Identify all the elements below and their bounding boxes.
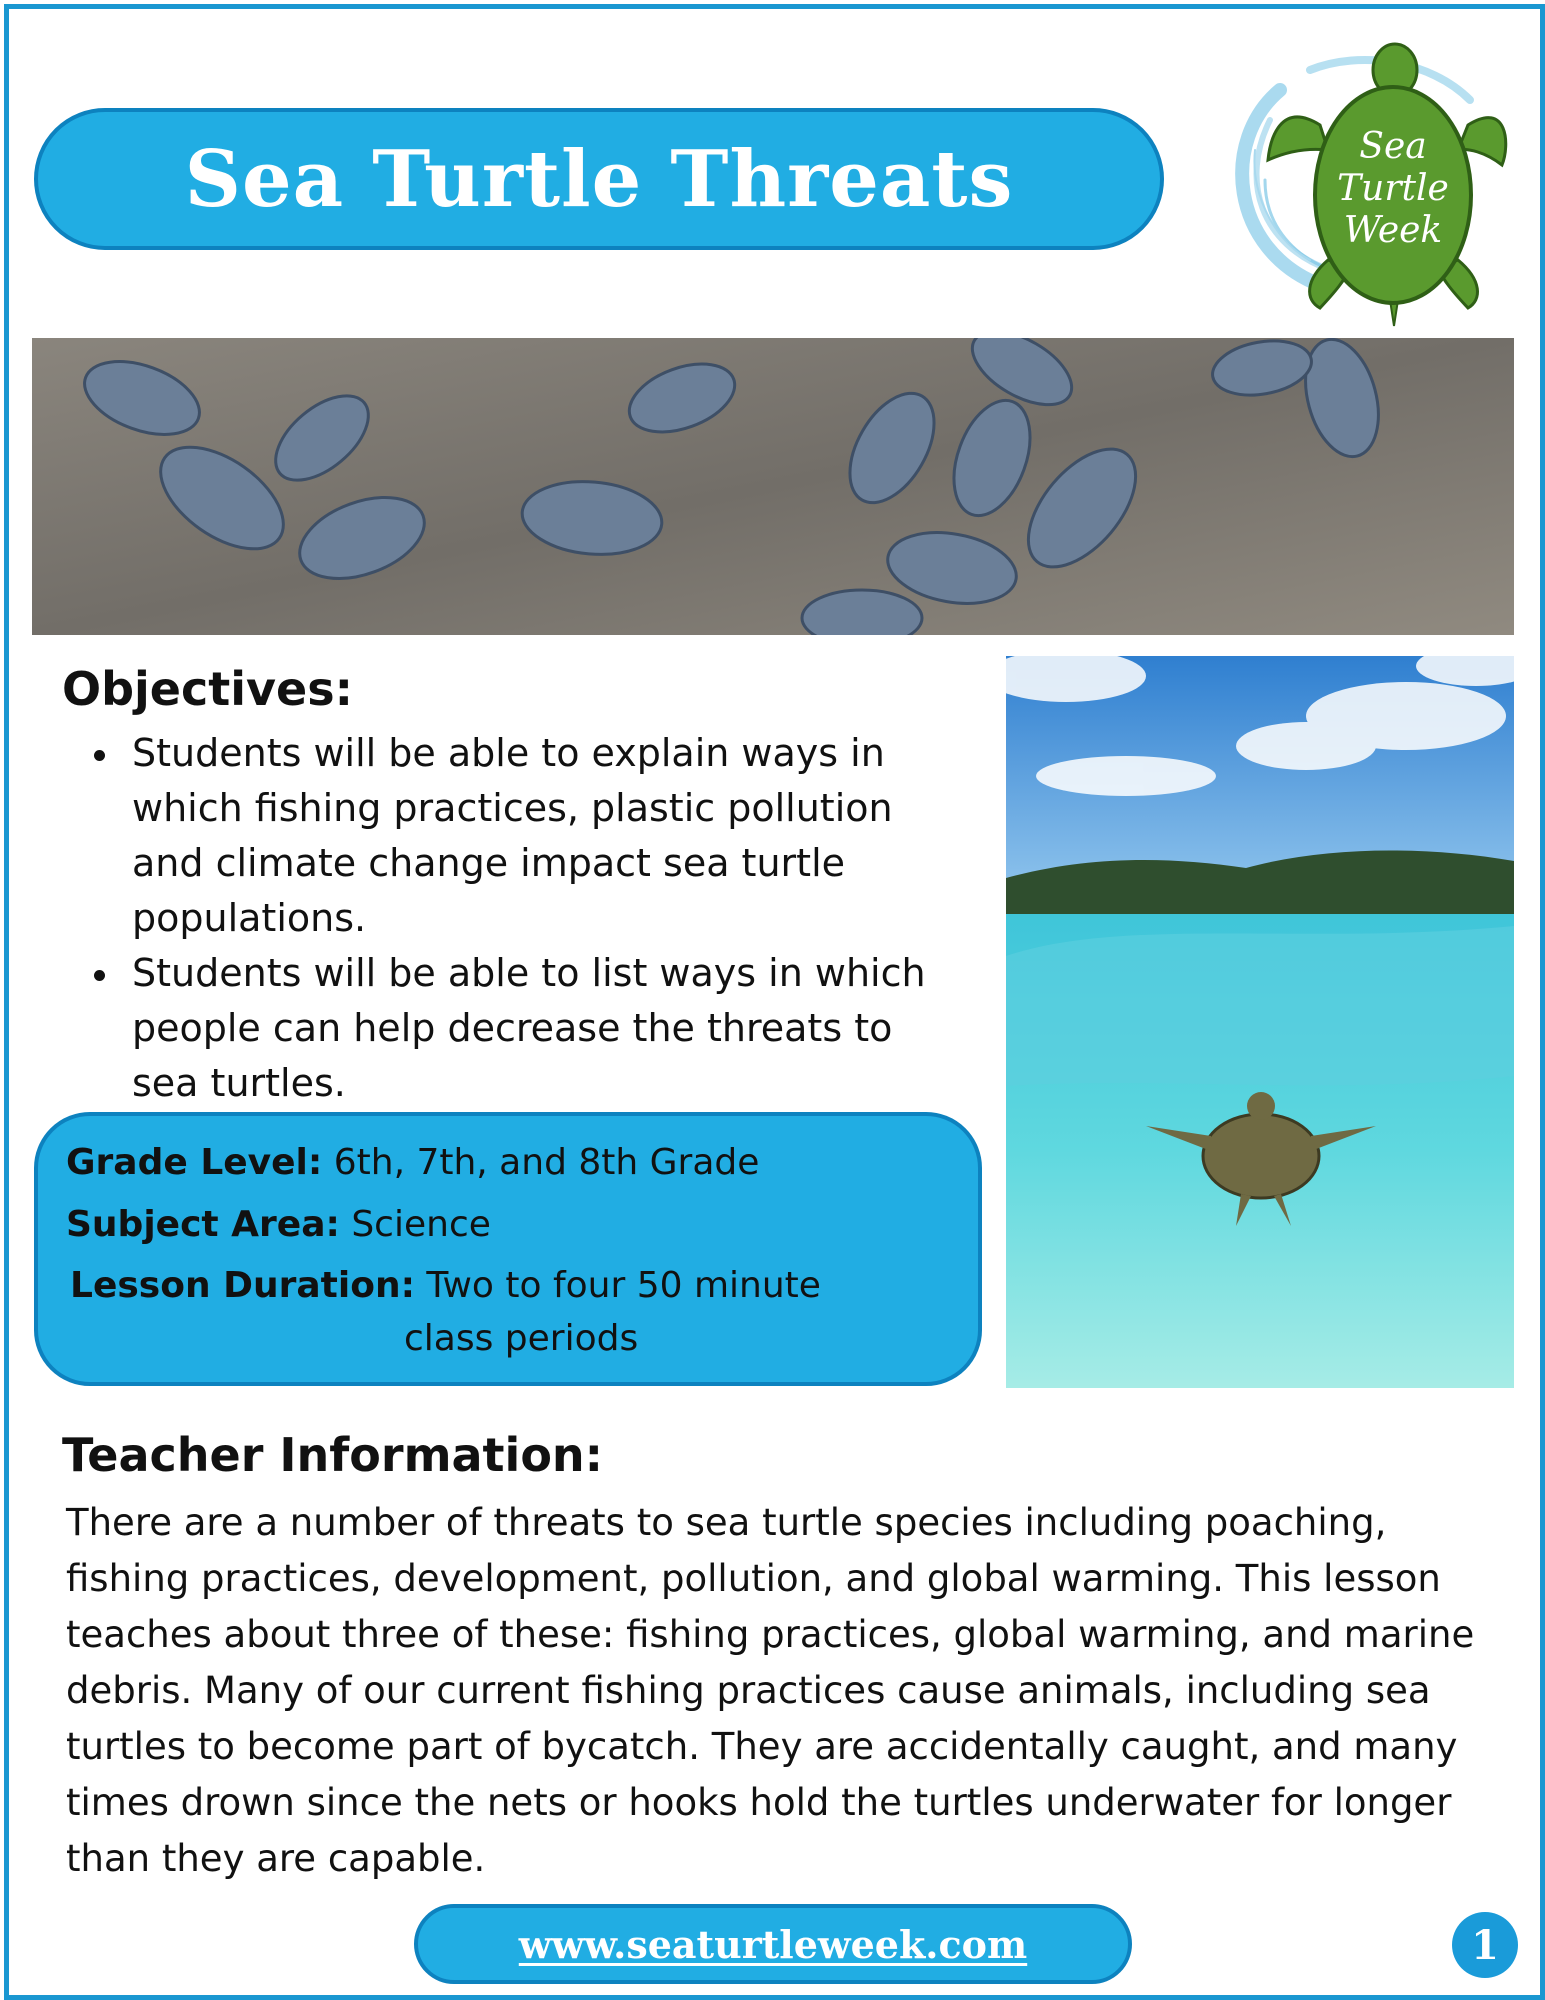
grade-level-value: 6th, 7th, and 8th Grade — [322, 1142, 760, 1183]
objective-item: Students will be able to explain ways in which fishing practices, plastic pollution and climate change impact sea turtle populations. — [90, 726, 970, 946]
sea-turtle-week-logo — [1210, 30, 1510, 330]
page-number: 1 — [1471, 1921, 1499, 1969]
website-link-button[interactable] — [414, 1904, 1132, 1984]
objectives-list — [90, 726, 970, 1111]
page-title: Sea Turtle Threats — [184, 133, 1014, 225]
lesson-duration-value: Two to four 50 minute — [414, 1265, 821, 1306]
grade-level-row — [66, 1142, 759, 1183]
subject-area-label: Subject Area: — [66, 1204, 340, 1245]
page-number-badge — [1452, 1912, 1518, 1978]
lesson-info-box — [34, 1112, 982, 1386]
subject-area-value: Science — [339, 1204, 491, 1245]
lesson-duration-value-line2: class periods — [404, 1318, 639, 1359]
swimming-turtle-photo — [1006, 656, 1514, 1388]
website-url[interactable]: www.seaturtleweek.com — [518, 1921, 1028, 1967]
logo-word-turtle: Turtle — [1337, 168, 1449, 209]
subject-area-row — [66, 1204, 491, 1245]
title-banner — [34, 108, 1164, 250]
hatchlings-photo — [32, 338, 1514, 635]
objectives-heading: Objectives: — [62, 662, 353, 716]
objective-item: Students will be able to list ways in which people can help decrease the threats to sea turtles. — [90, 946, 970, 1111]
lesson-duration-label: Lesson Duration: — [70, 1265, 415, 1306]
logo-word-week: Week — [1343, 210, 1443, 251]
teacher-info-body: There are a number of threats to sea turtle species including poaching, fishing practices, development, pollution, and global warming. This lesson teaches about three of these: fishing practices, global warming, and marine debris. Many of our current fishing practices cause animals, including sea turtles to become part of bycatch. They are accidentally caught, and many times drown since the nets or hooks hold the turtles underwater for longer than they are capable. — [66, 1501, 1475, 1880]
grade-level-label: Grade Level: — [66, 1142, 323, 1183]
teacher-info-heading: Teacher Information: — [62, 1428, 604, 1482]
logo-word-sea: Sea — [1359, 126, 1427, 167]
lesson-duration-row — [70, 1265, 821, 1306]
